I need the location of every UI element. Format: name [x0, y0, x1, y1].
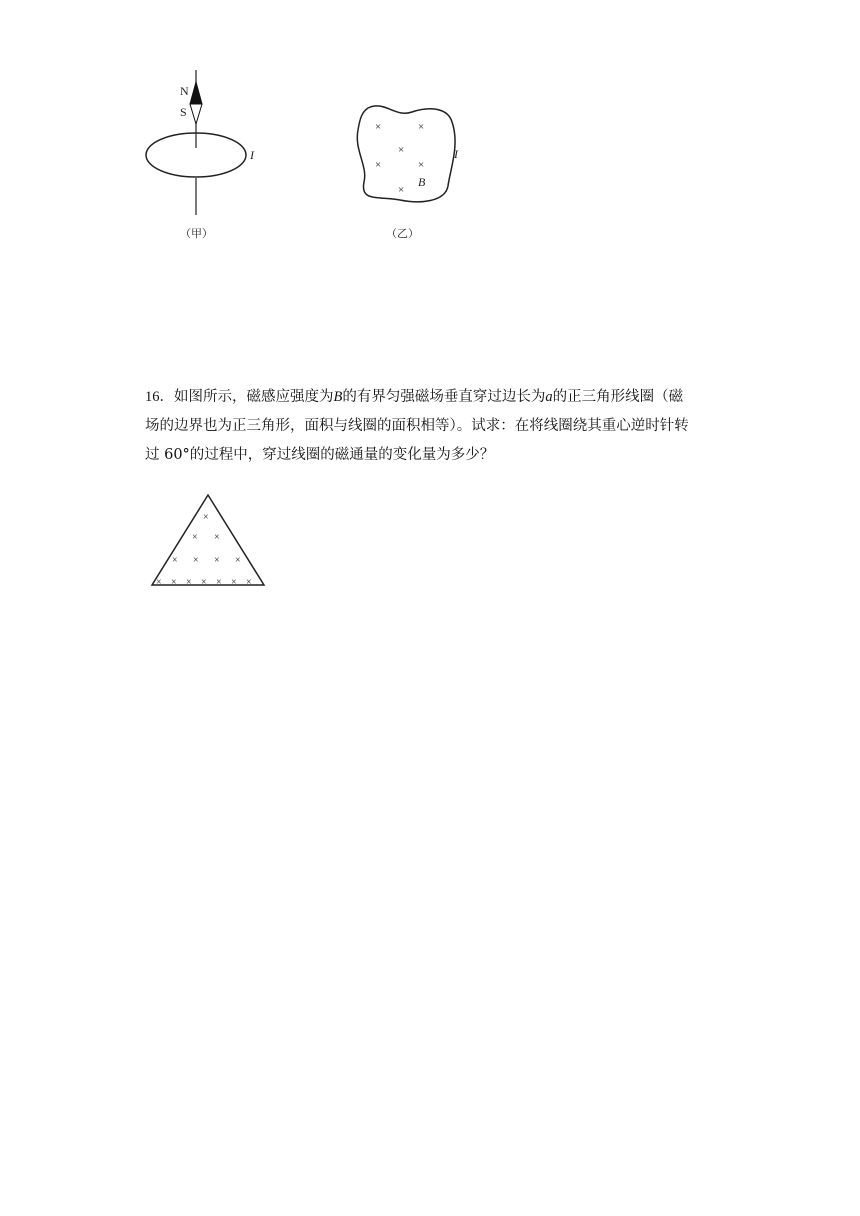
cross-mark: ×: [418, 159, 425, 171]
figure-yi-drawing: [350, 100, 480, 210]
figure-yi: [350, 100, 480, 210]
label-current-jia: I: [250, 148, 254, 162]
question-text-1a: ．如图所示，磁感应强度为: [159, 389, 334, 405]
label-current-yi: I: [454, 147, 458, 161]
variable-b: B: [333, 389, 343, 405]
figure-jia-drawing: [140, 70, 260, 220]
question-line-3: 过 60°的过程中，穿过线圈的磁通量的变化量为多少？: [145, 447, 495, 463]
figure-jia: [140, 70, 260, 220]
cross-mark: ×: [186, 577, 192, 588]
irregular-loop: [357, 106, 455, 202]
question-text-1c: 的正三角形线圈（磁: [552, 389, 684, 405]
cross-mark: ×: [193, 555, 199, 566]
cross-mark: ×: [375, 159, 382, 171]
variable-a: a: [545, 389, 553, 405]
cross-mark: ×: [246, 577, 252, 588]
cross-mark: ×: [171, 577, 177, 588]
cross-mark: ×: [172, 555, 178, 566]
cross-mark: ×: [214, 532, 220, 543]
cross-mark: ×: [201, 577, 207, 588]
question-line-1: [145, 383, 720, 412]
needle-south-half: [190, 104, 202, 124]
question-number: 16: [145, 389, 160, 405]
needle-north-half: [190, 82, 202, 104]
figure-triangle-drawing: [148, 490, 268, 590]
cross-mark: ×: [203, 512, 209, 523]
question-text-1b: 的有界匀强磁场垂直穿过边长为: [342, 389, 546, 405]
label-field-b: B: [418, 175, 426, 189]
label-n: N: [180, 84, 189, 98]
cross-mark: ×: [156, 577, 162, 588]
cross-mark: ×: [375, 121, 382, 133]
cross-mark: ×: [192, 532, 198, 543]
triangle-coil: [152, 495, 264, 585]
caption-yi: （乙）: [386, 227, 419, 240]
cross-mark: ×: [214, 555, 220, 566]
caption-jia: （甲）: [180, 227, 213, 240]
label-s: S: [180, 105, 187, 119]
cross-mark: ×: [235, 555, 241, 566]
figure-triangle: [148, 490, 268, 590]
cross-mark: ×: [216, 577, 222, 588]
cross-mark: ×: [418, 121, 425, 133]
question-line-2: 场的边界也为正三角形，面积与线圈的面积相等）。试求：在将线圈绕其重心逆时针转: [145, 418, 689, 434]
cross-mark: ×: [398, 184, 405, 196]
cross-mark: ×: [398, 144, 405, 156]
question-16: [145, 383, 720, 470]
cross-mark: ×: [231, 577, 237, 588]
